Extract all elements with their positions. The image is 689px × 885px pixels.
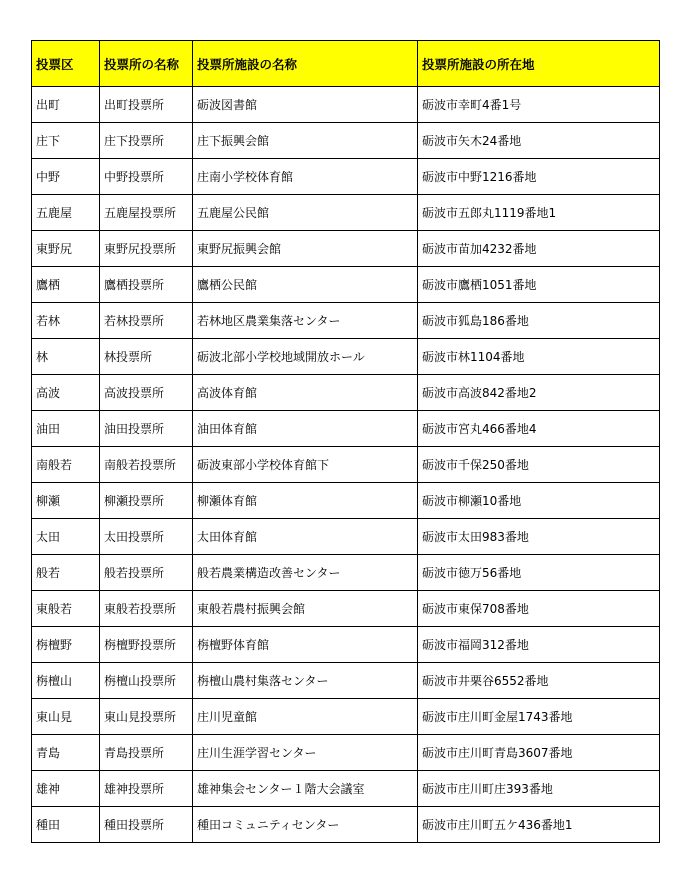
header-row (32, 41, 660, 87)
cell-facility-name: 庄川児童館 (193, 699, 418, 735)
table-row (32, 123, 660, 159)
cell-district: 柳瀬 (32, 483, 100, 519)
table-row (32, 339, 660, 375)
cell-facility-address: 砺波市高波842番地2 (418, 375, 660, 411)
table-row (32, 555, 660, 591)
cell-district: 青島 (32, 735, 100, 771)
cell-district: 栴檀山 (32, 663, 100, 699)
cell-station-name: 中野投票所 (100, 159, 193, 195)
cell-facility-name: 五鹿屋公民館 (193, 195, 418, 231)
cell-facility-address: 砺波市中野1216番地 (418, 159, 660, 195)
cell-facility-address: 砺波市庄川町青島3607番地 (418, 735, 660, 771)
cell-district: 東野尻 (32, 231, 100, 267)
cell-station-name: 東野尻投票所 (100, 231, 193, 267)
cell-facility-name: 太田体育館 (193, 519, 418, 555)
table-row (32, 375, 660, 411)
table-row (32, 591, 660, 627)
table-row (32, 231, 660, 267)
cell-station-name: 柳瀬投票所 (100, 483, 193, 519)
table-row (32, 663, 660, 699)
header-district: 投票区 (32, 41, 100, 87)
cell-station-name: 若林投票所 (100, 303, 193, 339)
cell-station-name: 鷹栖投票所 (100, 267, 193, 303)
cell-station-name: 東般若投票所 (100, 591, 193, 627)
cell-facility-name: 砺波図書館 (193, 87, 418, 123)
cell-facility-name: 東般若農村振興会館 (193, 591, 418, 627)
cell-station-name: 南般若投票所 (100, 447, 193, 483)
cell-district: 鷹栖 (32, 267, 100, 303)
cell-station-name: 種田投票所 (100, 807, 193, 843)
cell-facility-address: 砺波市林1104番地 (418, 339, 660, 375)
cell-facility-address: 砺波市幸町4番1号 (418, 87, 660, 123)
cell-district: 栴檀野 (32, 627, 100, 663)
table-header (32, 41, 660, 87)
table-row (32, 699, 660, 735)
table-row (32, 483, 660, 519)
cell-station-name: 庄下投票所 (100, 123, 193, 159)
cell-district: 庄下 (32, 123, 100, 159)
cell-district: 五鹿屋 (32, 195, 100, 231)
cell-district: 若林 (32, 303, 100, 339)
cell-facility-address: 砺波市徳万56番地 (418, 555, 660, 591)
cell-district: 東山見 (32, 699, 100, 735)
cell-facility-name: 雄神集会センター１階大会議室 (193, 771, 418, 807)
cell-facility-name: 鷹栖公民館 (193, 267, 418, 303)
cell-district: 太田 (32, 519, 100, 555)
cell-facility-address: 砺波市太田983番地 (418, 519, 660, 555)
table-body (32, 87, 660, 843)
cell-facility-name: 東野尻振興会館 (193, 231, 418, 267)
cell-station-name: 雄神投票所 (100, 771, 193, 807)
table-row (32, 159, 660, 195)
table-row (32, 447, 660, 483)
cell-facility-name: 庄下振興会館 (193, 123, 418, 159)
cell-station-name: 油田投票所 (100, 411, 193, 447)
cell-station-name: 林投票所 (100, 339, 193, 375)
cell-district: 東般若 (32, 591, 100, 627)
cell-station-name: 般若投票所 (100, 555, 193, 591)
cell-facility-name: 油田体育館 (193, 411, 418, 447)
cell-district: 種田 (32, 807, 100, 843)
cell-facility-address: 砺波市宮丸466番地4 (418, 411, 660, 447)
cell-facility-address: 砺波市千保250番地 (418, 447, 660, 483)
table-row (32, 303, 660, 339)
cell-district: 林 (32, 339, 100, 375)
cell-facility-address: 砺波市井栗谷6552番地 (418, 663, 660, 699)
cell-facility-address: 砺波市鷹栖1051番地 (418, 267, 660, 303)
cell-facility-name: 栴檀山農村集落センター (193, 663, 418, 699)
table-row (32, 195, 660, 231)
cell-district: 油田 (32, 411, 100, 447)
polling-stations-table (31, 40, 660, 843)
cell-facility-name: 栴檀野体育館 (193, 627, 418, 663)
cell-station-name: 五鹿屋投票所 (100, 195, 193, 231)
cell-district: 出町 (32, 87, 100, 123)
polling-stations-table-container (31, 40, 659, 843)
cell-facility-name: 若林地区農業集落センター (193, 303, 418, 339)
cell-station-name: 青島投票所 (100, 735, 193, 771)
cell-facility-name: 砺波北部小学校地域開放ホール (193, 339, 418, 375)
cell-district: 高波 (32, 375, 100, 411)
cell-facility-address: 砺波市苗加4232番地 (418, 231, 660, 267)
cell-facility-name: 高波体育館 (193, 375, 418, 411)
cell-facility-name: 庄南小学校体育館 (193, 159, 418, 195)
header-facility-name: 投票所施設の名称 (193, 41, 418, 87)
cell-district: 中野 (32, 159, 100, 195)
table-row (32, 411, 660, 447)
table-row (32, 519, 660, 555)
table-row (32, 267, 660, 303)
header-station-name: 投票所の名称 (100, 41, 193, 87)
cell-facility-address: 砺波市庄川町庄393番地 (418, 771, 660, 807)
table-row (32, 807, 660, 843)
cell-facility-address: 砺波市矢木24番地 (418, 123, 660, 159)
cell-facility-name: 砺波東部小学校体育館下 (193, 447, 418, 483)
cell-facility-address: 砺波市福岡312番地 (418, 627, 660, 663)
cell-facility-name: 般若農業構造改善センター (193, 555, 418, 591)
cell-station-name: 東山見投票所 (100, 699, 193, 735)
cell-facility-name: 庄川生涯学習センター (193, 735, 418, 771)
header-facility-address: 投票所施設の所在地 (418, 41, 660, 87)
cell-facility-address: 砺波市狐島186番地 (418, 303, 660, 339)
table-row (32, 735, 660, 771)
cell-district: 南般若 (32, 447, 100, 483)
cell-facility-address: 砺波市庄川町五ケ436番地1 (418, 807, 660, 843)
cell-facility-address: 砺波市五郎丸1119番地1 (418, 195, 660, 231)
cell-facility-name: 種田コミュニティセンター (193, 807, 418, 843)
table-row (32, 627, 660, 663)
cell-station-name: 高波投票所 (100, 375, 193, 411)
cell-district: 雄神 (32, 771, 100, 807)
cell-facility-address: 砺波市庄川町金屋1743番地 (418, 699, 660, 735)
cell-station-name: 太田投票所 (100, 519, 193, 555)
cell-facility-name: 柳瀬体育館 (193, 483, 418, 519)
cell-district: 般若 (32, 555, 100, 591)
cell-facility-address: 砺波市柳瀬10番地 (418, 483, 660, 519)
table-row (32, 771, 660, 807)
cell-facility-address: 砺波市東保708番地 (418, 591, 660, 627)
cell-station-name: 栴檀野投票所 (100, 627, 193, 663)
table-row (32, 87, 660, 123)
cell-station-name: 出町投票所 (100, 87, 193, 123)
cell-station-name: 栴檀山投票所 (100, 663, 193, 699)
